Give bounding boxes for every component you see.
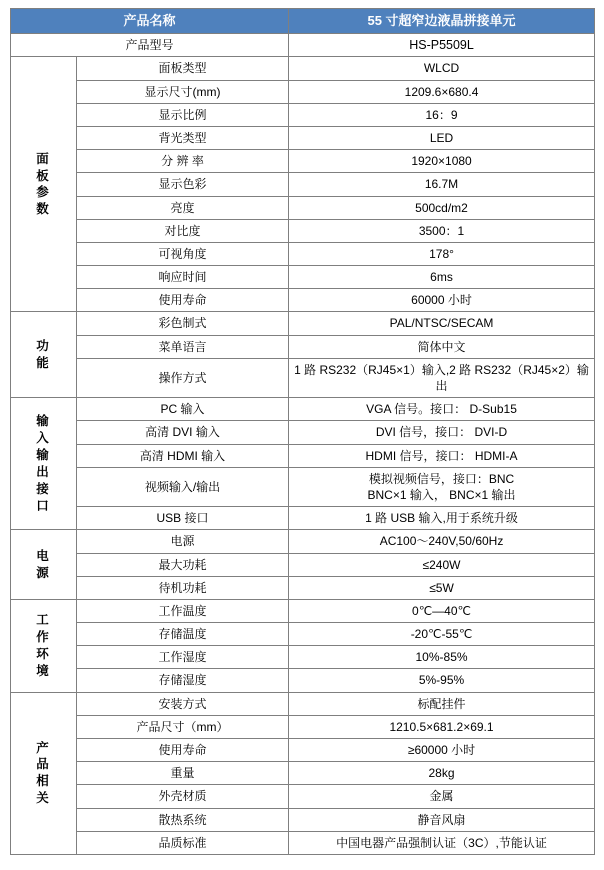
table-row	[11, 80, 595, 103]
group-label-char: 作	[36, 629, 51, 644]
group-label-char: 参	[36, 185, 51, 200]
row-label: 使用寿命	[77, 739, 289, 762]
table-row	[11, 57, 595, 80]
row-label: 散热系统	[77, 808, 289, 831]
table-row	[11, 398, 595, 421]
group-label-char: 产	[36, 740, 51, 755]
row-label: 彩色制式	[77, 312, 289, 335]
row-value: 10%-85%	[289, 646, 595, 669]
table-header-row	[11, 9, 595, 34]
row-label: 最大功耗	[77, 553, 289, 576]
group-label	[11, 312, 77, 398]
group-label	[11, 398, 77, 530]
table-row	[11, 103, 595, 126]
group-label-char: 品	[36, 757, 51, 772]
row-label: 响应时间	[77, 266, 289, 289]
row-label: 操作方式	[77, 358, 289, 397]
row-value: 16.7M	[289, 173, 595, 196]
row-value: ≤5W	[289, 576, 595, 599]
header-product-title: 55 寸超窄边液晶拼接单元	[289, 9, 595, 34]
group-label-char: 工	[36, 613, 51, 628]
row-label: 视频输入/输出	[77, 467, 289, 506]
group-label	[11, 530, 77, 600]
row-label: 安装方式	[77, 692, 289, 715]
row-value-model: HS-P5509L	[289, 33, 595, 57]
table-row	[11, 739, 595, 762]
table-row	[11, 762, 595, 785]
table-row	[11, 312, 595, 335]
table-row	[11, 196, 595, 219]
table-row	[11, 599, 595, 622]
row-value: 0℃—40℃	[289, 599, 595, 622]
group-label-char: 面	[36, 151, 51, 166]
table-row	[11, 785, 595, 808]
group-label-char: 源	[36, 565, 51, 580]
table-row	[11, 692, 595, 715]
table-row	[11, 219, 595, 242]
table-row	[11, 289, 595, 312]
row-label: 重量	[77, 762, 289, 785]
row-value: 静音风扇	[289, 808, 595, 831]
row-label: 对比度	[77, 219, 289, 242]
row-value: ≥60000 小时	[289, 739, 595, 762]
row-label: 工作湿度	[77, 646, 289, 669]
row-value: WLCD	[289, 57, 595, 80]
row-value: 1920×1080	[289, 150, 595, 173]
row-label-model: 产品型号	[11, 33, 289, 57]
row-value: 1 路 USB 输入,用于系统升级	[289, 507, 595, 530]
group-label-char: 能	[36, 355, 51, 370]
row-label: 面板类型	[77, 57, 289, 80]
row-value: 6ms	[289, 266, 595, 289]
row-label: 产品尺寸（mm）	[77, 715, 289, 738]
row-value: 5%-95%	[289, 669, 595, 692]
row-label: 亮度	[77, 196, 289, 219]
row-value: 1209.6×680.4	[289, 80, 595, 103]
table-row	[11, 808, 595, 831]
table-row	[11, 335, 595, 358]
group-label-char: 电	[36, 548, 51, 563]
row-value: 28kg	[289, 762, 595, 785]
row-label: 使用寿命	[77, 289, 289, 312]
table-row-model	[11, 33, 595, 57]
group-label-char: 环	[36, 646, 51, 661]
table-row	[11, 715, 595, 738]
row-label: PC 输入	[77, 398, 289, 421]
row-value: 60000 小时	[289, 289, 595, 312]
row-label: 高清 HDMI 输入	[77, 444, 289, 467]
row-label: 高清 DVI 输入	[77, 421, 289, 444]
table-row	[11, 646, 595, 669]
table-row	[11, 553, 595, 576]
group-label-char: 境	[36, 663, 51, 678]
row-value: 3500：1	[289, 219, 595, 242]
row-label: 品质标准	[77, 831, 289, 854]
row-label: 显示尺寸(mm)	[77, 80, 289, 103]
row-value: 中国电器产品强制认证（3C）,节能认证	[289, 831, 595, 854]
group-label-char: 数	[36, 202, 51, 217]
table-row	[11, 150, 595, 173]
row-value: AC100～240V,50/60Hz	[289, 530, 595, 553]
header-product-name: 产品名称	[11, 9, 289, 34]
row-label: 工作温度	[77, 599, 289, 622]
row-label: 待机功耗	[77, 576, 289, 599]
table-row	[11, 421, 595, 444]
row-value: -20℃-55℃	[289, 623, 595, 646]
row-value: 简体中文	[289, 335, 595, 358]
table-row	[11, 266, 595, 289]
group-label-char: 出	[36, 464, 51, 479]
group-label	[11, 692, 77, 854]
row-label: 显示色彩	[77, 173, 289, 196]
group-label	[11, 599, 77, 692]
row-value: LED	[289, 126, 595, 149]
row-value: 1210.5×681.2×69.1	[289, 715, 595, 738]
row-label: 外壳材质	[77, 785, 289, 808]
table-row	[11, 242, 595, 265]
group-label	[11, 57, 77, 312]
table-row	[11, 576, 595, 599]
group-label-char: 关	[36, 791, 51, 806]
row-label: 显示比例	[77, 103, 289, 126]
row-value: HDMI 信号，接口： HDMI-A	[289, 444, 595, 467]
table-body	[11, 9, 595, 855]
table-row	[11, 358, 595, 397]
table-row	[11, 530, 595, 553]
row-value: 178°	[289, 242, 595, 265]
row-value: 模拟视频信号，接口：BNC BNC×1 输入， BNC×1 输出	[289, 467, 595, 506]
table-row	[11, 467, 595, 506]
row-label: 可视角度	[77, 242, 289, 265]
group-label-char: 功	[36, 338, 51, 353]
row-label: 电源	[77, 530, 289, 553]
row-value: 金属	[289, 785, 595, 808]
table-row	[11, 126, 595, 149]
group-label-char: 板	[36, 168, 51, 183]
row-label: USB 接口	[77, 507, 289, 530]
row-label: 分 辨 率	[77, 150, 289, 173]
table-row	[11, 173, 595, 196]
group-label-char: 相	[36, 774, 51, 789]
specification-table	[10, 8, 595, 855]
row-label: 存储温度	[77, 623, 289, 646]
group-label-char: 输	[36, 414, 51, 429]
group-label-char: 输	[36, 447, 51, 462]
group-label-char: 口	[36, 498, 51, 513]
row-label: 菜单语言	[77, 335, 289, 358]
row-value: 16：9	[289, 103, 595, 126]
row-value: DVI 信号，接口： DVI-D	[289, 421, 595, 444]
row-value: 500cd/m2	[289, 196, 595, 219]
table-row	[11, 507, 595, 530]
row-value: 标配挂件	[289, 692, 595, 715]
table-row	[11, 444, 595, 467]
table-row	[11, 623, 595, 646]
group-label-char: 入	[36, 431, 51, 446]
row-label: 背光类型	[77, 126, 289, 149]
row-value: PAL/NTSC/SECAM	[289, 312, 595, 335]
row-value: ≤240W	[289, 553, 595, 576]
row-value: 1 路 RS232（RJ45×1）输入,2 路 RS232（RJ45×2）输出	[289, 358, 595, 397]
row-value: VGA 信号。接口： D-Sub15	[289, 398, 595, 421]
row-label: 存储湿度	[77, 669, 289, 692]
table-row	[11, 831, 595, 854]
table-row	[11, 669, 595, 692]
group-label-char: 接	[36, 481, 51, 496]
